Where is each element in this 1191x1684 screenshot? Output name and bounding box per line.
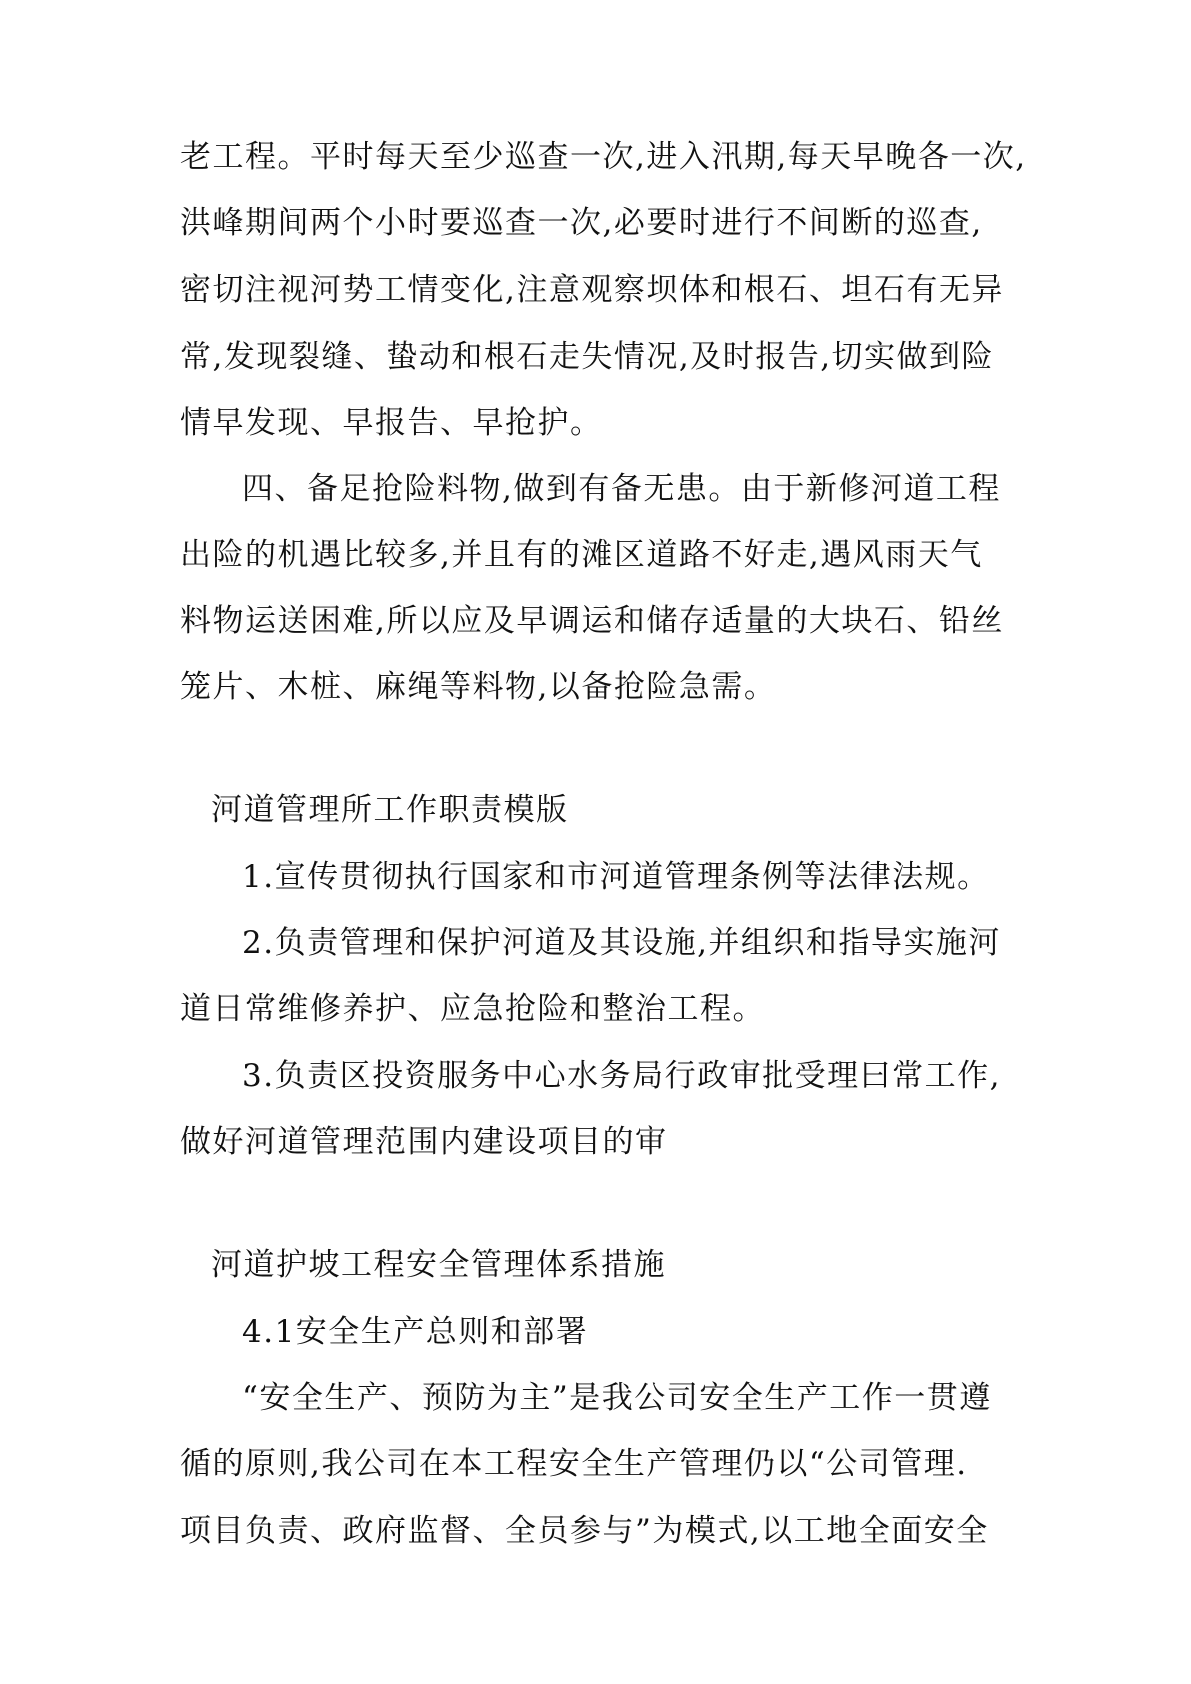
paragraph-line: 常,发现裂缝、蛰动和根石走失情况,及时报告,切实做到险: [180, 339, 995, 375]
paragraph-line: 料物运送困难,所以应及早调运和储存适量的大块石、铅丝: [180, 603, 1004, 639]
paragraph-line: 项目负责、政府监督、全员参与”为模式,以工地全面安全: [180, 1513, 989, 1549]
paragraph-line: 出险的机遇比较多,并且有的滩区道路不好走,遇风雨天气: [180, 537, 983, 573]
paragraph-line: “安全生产、预防为主”是我公司安全生产工作一贯遵: [242, 1380, 992, 1416]
subsection-title: 4.1安全生产总则和部署: [242, 1314, 589, 1350]
paragraph-line: 洪峰期间两个小时要巡查一次,必要时进行不间断的巡查,: [180, 205, 983, 241]
paragraph-line: 道日常维修养护、应急抢险和整治工程。: [180, 991, 765, 1027]
paragraph-line: 密切注视河势工情变化,注意观察坝体和根石、坦石有无异: [180, 272, 1004, 308]
paragraph-line: 做好河道管理范围内建设项目的审: [180, 1124, 668, 1160]
paragraph-line: 循的原则,我公司在本工程安全生产管理仍以“公司管理.: [180, 1446, 968, 1482]
list-item: 2.负责管理和保护河道及其设施,并组织和指导实施河: [242, 925, 1001, 961]
paragraph-line: 四、备足抢险料物,做到有备无患。由于新修河道工程: [242, 471, 1001, 507]
list-item: 1.宣传贯彻执行国家和市河道管理条例等法律法规。: [242, 859, 990, 895]
paragraph-line: 老工程。平时每天至少巡查一次,进入汛期,每天早晚各一次,: [180, 139, 1027, 175]
paragraph-line: 情早发现、早报告、早抢护。: [180, 405, 603, 441]
list-item: 3.负责区投资服务中心水务局行政审批受理曰常工作,: [242, 1058, 1001, 1094]
section-title: 河道管理所工作职责模版: [211, 792, 569, 828]
section-title: 河道护坡工程安全管理体系措施: [211, 1247, 666, 1283]
paragraph-line: 笼片、木桩、麻绳等料物,以备抢险急需。: [180, 669, 777, 705]
